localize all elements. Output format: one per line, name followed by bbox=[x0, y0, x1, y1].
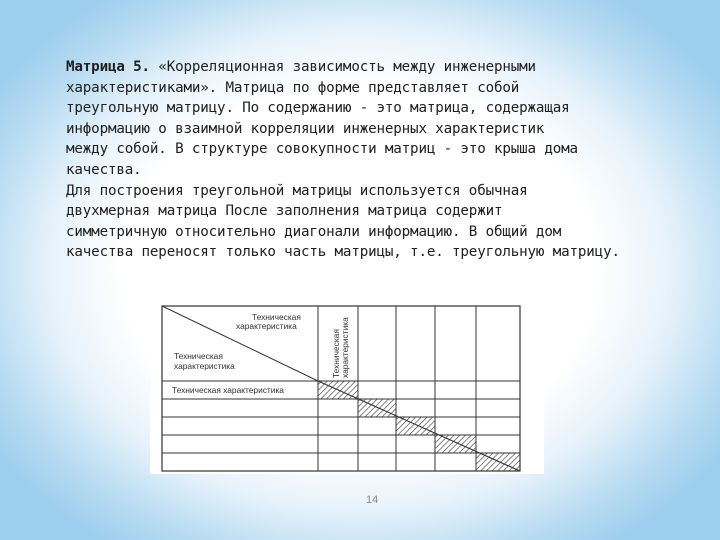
diagonal-cell-3 bbox=[396, 417, 435, 435]
correlation-matrix-figure bbox=[150, 292, 544, 474]
text-line-1-bold: Матрица 5. bbox=[66, 59, 150, 75]
text-line-2: характеристиками». Матрица по форме представляет собой bbox=[66, 79, 520, 96]
column-label-vertical-2: характеристика bbox=[340, 317, 350, 378]
text-line-3: треугольную матрицу. По содержанию - это матрица, содержащая bbox=[66, 100, 570, 117]
column-label-vertical-1: Техническая bbox=[331, 329, 341, 378]
slide-text bbox=[66, 57, 666, 263]
text-line-10: качества переносят только часть матрицы, т.е. треугольную матрицу. bbox=[66, 244, 620, 261]
row-label: Техническая характеристика bbox=[172, 385, 284, 395]
page-number: 14 bbox=[366, 494, 379, 506]
text-line-5: между собой. В структуре совокупности матриц - это крыша дома bbox=[66, 141, 578, 158]
text-line-6: качества. bbox=[66, 161, 142, 178]
diagonal-cell-4 bbox=[435, 435, 476, 453]
text-line-1-rest: «Корреляционная зависимость между инженерными bbox=[149, 59, 536, 75]
header-label-top-1: Техническая bbox=[252, 312, 301, 322]
text-line-1 bbox=[66, 57, 666, 78]
text-line-4: информацию о взаимной корреляции инженерных характеристик bbox=[66, 120, 545, 137]
header-label-left-1: Техническая bbox=[174, 351, 223, 361]
text-line-7: Для построения треугольной матрицы используется обычная bbox=[66, 182, 528, 199]
text-line-9: симметричную относительно диагонали информацию. В общий дом bbox=[66, 223, 562, 240]
correlation-matrix-diagram bbox=[150, 292, 544, 474]
text-line-8: двухмерная матрица После заполнения матрица содержит bbox=[66, 203, 503, 220]
header-label-left-2: характеристика bbox=[174, 361, 235, 371]
matrix-diagonal-line bbox=[318, 381, 520, 471]
header-label-top-2: характеристика bbox=[236, 321, 297, 331]
